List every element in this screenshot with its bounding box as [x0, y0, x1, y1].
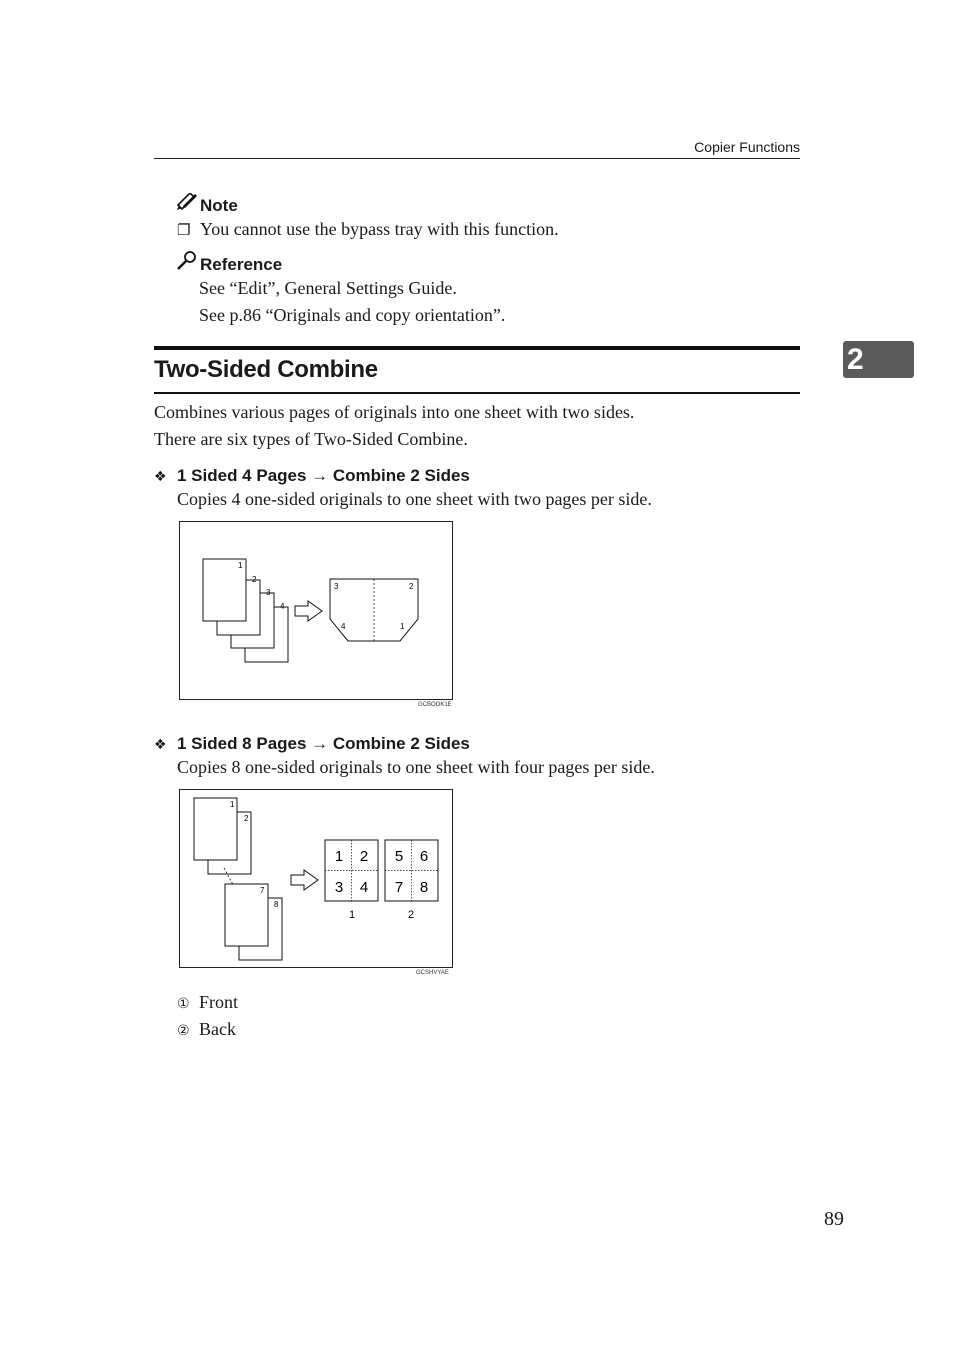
callout-front: 1 — [348, 909, 356, 921]
diamond-marker: ❖ — [154, 737, 167, 753]
result-label-top-left: 3 — [334, 582, 339, 591]
original-label-2: 2 — [252, 575, 257, 584]
figure-2-diagram — [180, 790, 452, 967]
original-label-8: 8 — [274, 900, 279, 909]
subsection-1-description: Copies 4 one-sided originals to one sheet with two pages per side. — [177, 489, 652, 509]
legend-front-text: Front — [199, 992, 239, 1012]
note-heading — [176, 193, 238, 215]
pencil-icon — [176, 193, 198, 211]
subsection-2-heading — [154, 734, 470, 754]
running-header: Copier Functions — [694, 139, 800, 155]
back-cell-7: 7 — [394, 879, 404, 896]
front-cell-2: 2 — [359, 848, 369, 865]
intro-line-2: There are six types of Two-Sided Combine. — [154, 429, 468, 449]
subsection-1-title: 1 Sided 4 Pages → Combine 2 Sides — [177, 466, 470, 485]
original-label-1: 1 — [238, 561, 243, 570]
note-item-text: You cannot use the bypass tray with this function. — [200, 219, 559, 239]
callout-marker-2: ② — [177, 1023, 190, 1039]
chapter-tab: 2 — [843, 341, 914, 378]
reference-line-1: See “Edit”, General Settings Guide. — [199, 278, 457, 298]
figure-2 — [179, 789, 453, 968]
callout-back: 2 — [407, 909, 415, 921]
legend-back — [177, 1019, 236, 1039]
original-label-1: 1 — [230, 800, 235, 809]
reference-label: Reference — [200, 255, 283, 274]
back-cell-8: 8 — [419, 879, 429, 896]
header-rule — [154, 158, 800, 159]
figure-1 — [179, 521, 453, 700]
result-label-top-right: 2 — [409, 582, 414, 591]
arrow-icon — [291, 870, 318, 890]
legend-front — [177, 992, 239, 1012]
reference-line-2: See p.86 “Originals and copy orientation”. — [199, 305, 506, 325]
section-title: Two-Sided Combine — [154, 356, 378, 383]
legend-back-text: Back — [199, 1019, 236, 1039]
section-top-rule — [154, 346, 800, 350]
arrow-icon — [295, 601, 322, 621]
original-label-2: 2 — [244, 814, 249, 823]
note-item — [177, 219, 559, 239]
magnifier-icon — [176, 250, 198, 270]
original-label-4: 4 — [280, 602, 285, 611]
front-cell-4: 4 — [359, 879, 369, 896]
callout-marker-1: ① — [177, 996, 190, 1012]
diamond-marker: ❖ — [154, 469, 167, 485]
result-label-bottom-left: 4 — [341, 622, 346, 631]
checkbox-bullet: ❐ — [177, 221, 191, 239]
back-cell-6: 6 — [419, 848, 429, 865]
intro-line-1: Combines various pages of originals into one sheet with two sides. — [154, 402, 635, 422]
subsection-2-title: 1 Sided 8 Pages → Combine 2 Sides — [177, 734, 470, 753]
reference-heading — [176, 250, 283, 274]
original-label-7: 7 — [260, 886, 265, 895]
section-bottom-rule — [154, 392, 800, 394]
result-label-bottom-right: 1 — [400, 622, 405, 631]
subsection-1-heading — [154, 466, 470, 486]
original-label-3: 3 — [266, 588, 271, 597]
front-cell-1: 1 — [334, 848, 344, 865]
figure-1-code: GCBOOK1E — [418, 702, 452, 708]
back-cell-5: 5 — [394, 848, 404, 865]
front-cell-3: 3 — [334, 879, 344, 896]
subsection-2-description: Copies 8 one-sided originals to one sheet with four pages per side. — [177, 757, 655, 777]
figure-2-code: GCSHVYAE — [416, 970, 449, 976]
page-number: 89 — [824, 1208, 844, 1230]
figure-1-diagram — [180, 522, 452, 699]
note-label: Note — [200, 196, 238, 215]
